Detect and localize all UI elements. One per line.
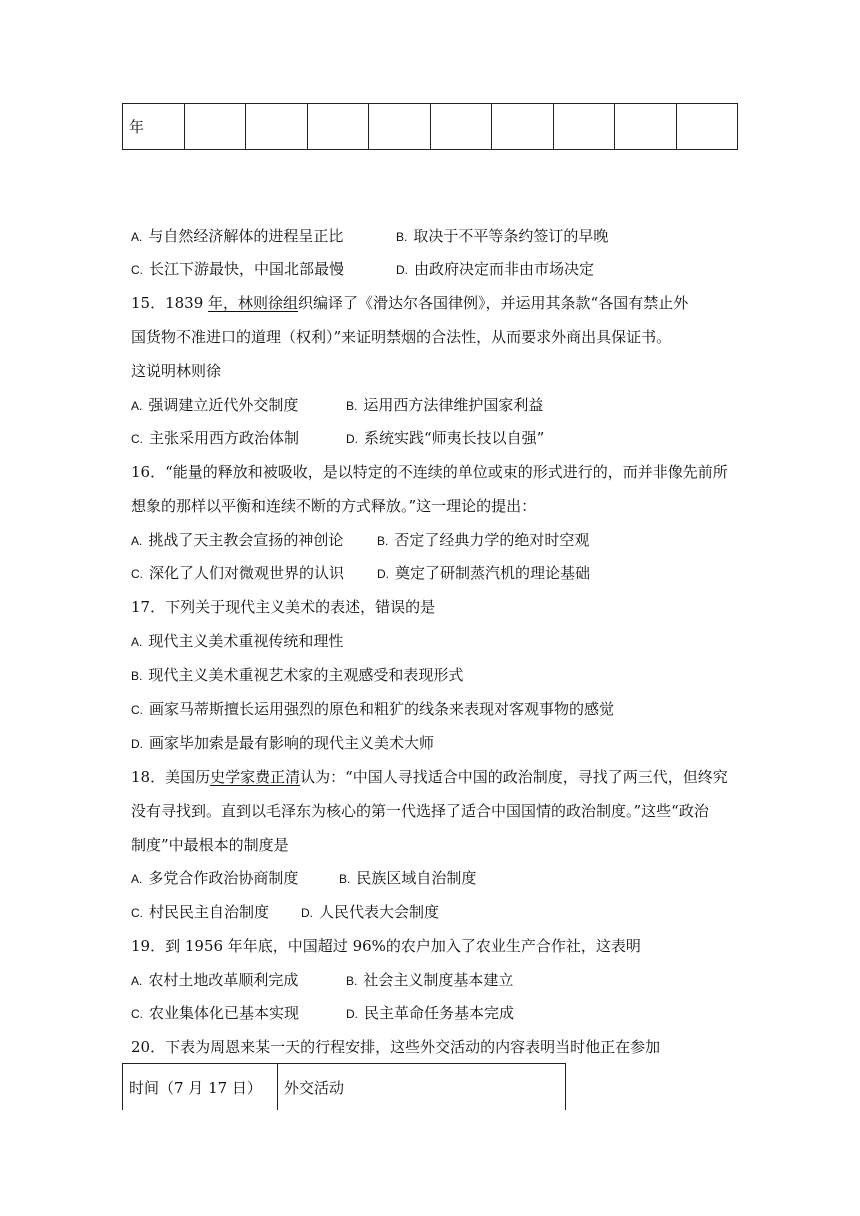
q19-option-d: D. 民主革命任务基本完成 [346, 1004, 515, 1022]
schedule-table-header-row [123, 1064, 566, 1111]
year-table-cell [184, 104, 246, 150]
q14-option-c: C. 长江下游最快，中国北部最慢 [131, 260, 345, 278]
q14-option-d: D. 由政府决定而非由市场决定 [396, 260, 595, 278]
schedule-table-header-time: 时间（7 月 17 日） [123, 1064, 278, 1111]
q14-option-b: B. 取决于不平等条约签订的早晚 [396, 227, 609, 245]
year-table-cell [307, 104, 369, 150]
q18-option-b: B. 民族区域自治制度 [339, 869, 477, 887]
year-table-cell [676, 104, 738, 150]
q14-option-row-ab [131, 226, 609, 247]
q18-option-d: D. 人民代表大会制度 [301, 903, 440, 921]
year-table-row [123, 104, 738, 150]
q19-option-c: C. 农业集体化已基本实现 [131, 1004, 300, 1022]
q15-option-row-ab [131, 395, 544, 416]
q15-stem-line2: 国货物不准进口的道理（权利）”来证明禁烟的合法性，从而要求外商出具保证书。 [131, 328, 672, 346]
q15-option-b: B. 运用西方法律维护国家利益 [346, 396, 544, 414]
schedule-table-header-activity: 外交活动 [278, 1064, 566, 1111]
q18-stem-line1: 18．美国历史学家费正清认为：“中国人寻找适合中国的政治制度，寻找了两三代，但终究 [131, 768, 728, 786]
year-table-cell [369, 104, 431, 150]
year-table-cell [246, 104, 308, 150]
q16-option-c: C. 深化了人们对微观世界的认识 [131, 564, 345, 582]
q16-option-row-cd [131, 563, 591, 584]
q18-stem-line2: 没有寻找到。直到以毛泽东为核心的第一代选择了适合中国国情的政治制度。”这些“政治 [131, 802, 709, 820]
q15-option-row-cd [131, 428, 545, 449]
schedule-table [122, 1063, 566, 1110]
q17-option-d: D. 画家毕加索是最有影响的现代主义美术大师 [131, 734, 435, 752]
q16-option-d: D. 奠定了研制蒸汽机的理论基础 [377, 564, 591, 582]
q15-option-c: C. 主张采用西方政治体制 [131, 429, 300, 447]
q17-stem: 17．下列关于现代主义美术的表述，错误的是 [131, 598, 436, 616]
q16-stem-line2: 想象的那样以平衡和连续不断的方式释放。”这一理论的提出： [131, 497, 537, 515]
q14-option-a: A. 与自然经济解体的进程呈正比 [131, 227, 344, 245]
q17-option-c: C. 画家马蒂斯擅长运用强烈的原色和粗犷的线条来表现对客观事物的感觉 [131, 700, 615, 718]
q16-stem-line1: 16．“能量的释放和被吸收，是以特定的不连续的单位或束的形式进行的，而并非像先前所 [131, 463, 728, 481]
q16-option-row-ab [131, 530, 590, 551]
q18-stem-line3: 制度”中最根本的制度是 [131, 836, 289, 854]
q15-option-d: D. 系统实践“师夷长技以自强” [346, 429, 545, 447]
q19-option-a: A. 农村土地改革顺利完成 [131, 971, 299, 989]
q19-option-row-ab [131, 970, 514, 991]
year-table-cell [430, 104, 492, 150]
q16-option-b: B. 否定了经典力学的绝对时空观 [377, 531, 590, 549]
year-table-label-cell: 年 [123, 104, 185, 150]
q15-stem-line3: 这说明林则徐 [131, 362, 222, 380]
q15-option-a: A. 强调建立近代外交制度 [131, 396, 299, 414]
q16-option-a: A. 挑战了天主教会宣扬的神创论 [131, 531, 344, 549]
q18-option-row-ab [131, 868, 477, 889]
q17-option-a: A. 现代主义美术重视传统和理性 [131, 632, 344, 650]
year-table-cell [615, 104, 677, 150]
q15-stem-line1: 15．1839 年，林则徐组织编译了《滑达尔各国律例》，并运用其条款“各国有禁止外 [131, 294, 689, 312]
q19-option-row-cd [131, 1003, 515, 1024]
q17-option-b: B. 现代主义美术重视艺术家的主观感受和表现形式 [131, 666, 464, 684]
q18-option-c: C. 村民民主自治制度 [131, 903, 270, 921]
q20-stem: 20．下表为周恩来某一天的行程安排，这些外交活动的内容表明当时他正在参加 [131, 1038, 661, 1056]
q14-option-row-cd [131, 259, 595, 280]
q19-stem: 19．到 1956 年年底，中国超过 96%的农户加入了农业生产合作社，这表明 [131, 937, 641, 955]
q18-option-a: A. 多党合作政治协商制度 [131, 869, 299, 887]
year-table-cell [492, 104, 554, 150]
year-table [122, 103, 738, 150]
year-table-cell [553, 104, 615, 150]
q19-option-b: B. 社会主义制度基本建立 [346, 971, 514, 989]
q18-option-row-cd [131, 902, 440, 923]
